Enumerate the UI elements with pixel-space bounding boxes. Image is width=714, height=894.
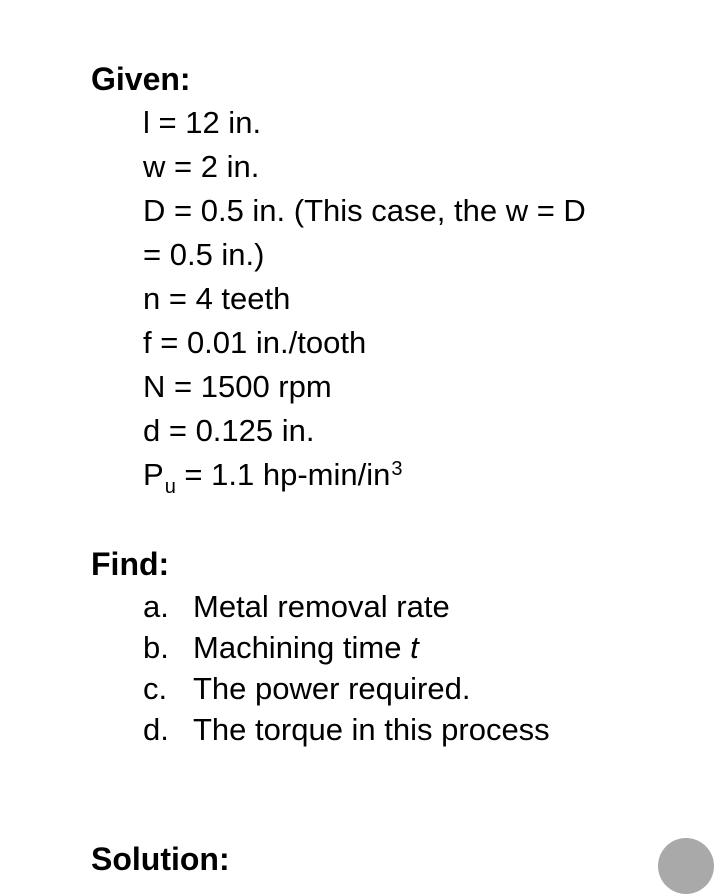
find-item-label: c. [143,671,168,706]
given-diameter-continued: = 0.5 in.) [143,237,265,272]
find-item-d [143,714,550,745]
given-speed: N = 1500 rpm [143,369,332,404]
unit-power-symbol: P [143,457,164,492]
find-item-a [143,591,450,622]
find-item-text: The power required. [193,671,471,706]
unit-power-superscript: 3 [391,458,403,480]
find-item-text: The torque in this process [193,712,550,747]
unit-power-subscript: u [164,476,176,498]
floating-action-button[interactable] [658,838,714,894]
find-item-b [143,632,419,663]
given-length: l = 12 in. [143,105,262,140]
find-item-italic-variable: t [410,630,419,665]
unit-power-value: = 1.1 hp-min/in [175,457,391,492]
find-item-label: b. [143,630,169,665]
find-item-text: Metal removal rate [193,589,450,624]
given-feed: f = 0.01 in./tooth [143,325,367,360]
find-item-c [143,673,470,704]
find-item-label: a. [143,589,169,624]
find-heading: Find: [91,546,170,582]
given-unit-power [143,457,403,498]
given-diameter: D = 0.5 in. (This case, the w = D [143,193,586,228]
given-teeth: n = 4 teeth [143,281,291,316]
given-heading: Given: [91,61,191,97]
given-depth: d = 0.125 in. [143,413,315,448]
find-item-text: Machining time [193,630,411,665]
solution-heading: Solution: [91,841,230,877]
find-item-label: d. [143,712,169,747]
given-width: w = 2 in. [143,149,260,184]
